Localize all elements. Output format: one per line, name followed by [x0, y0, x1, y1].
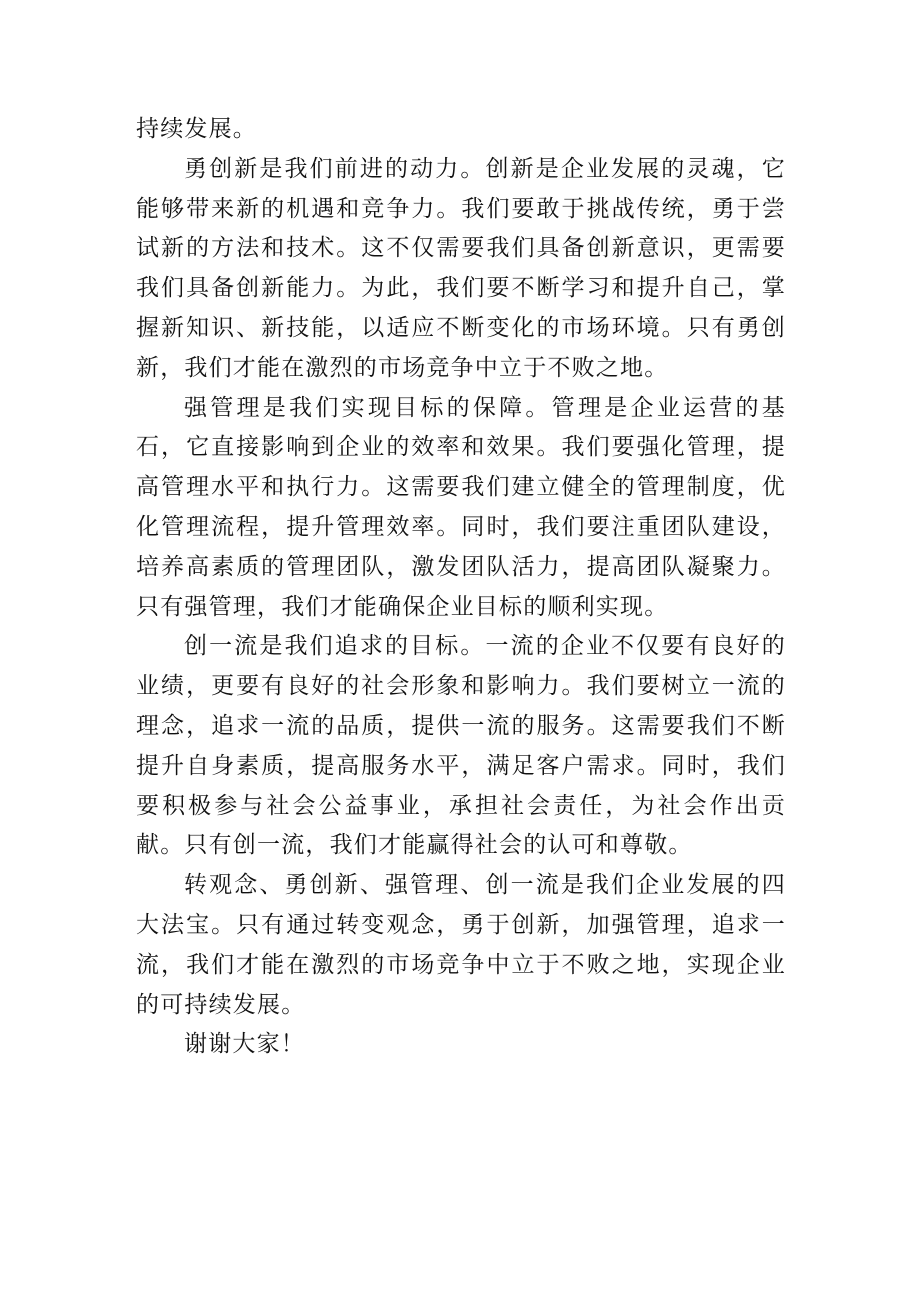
paragraph-first-class: 创一流是我们追求的目标。一流的企业不仅要有良好的业绩，更要有良好的社会形象和影响力。我们要树立一流的理念，追求一流的品质，提供一流的服务。这需要我们不断提升自身素质，提高服务水平，满足客户需求。同时，我们要积极参与社会公益事业，承担社会责任，为社会作出贡献。只有创一流，我们才能赢得社会的认可和尊敬。	[136, 633, 786, 859]
paragraph-continuation: 持续发展。	[136, 116, 257, 142]
paragraph-closing: 谢谢大家！	[184, 1031, 305, 1058]
paragraph-management: 强管理是我们实现目标的保障。管理是企业运营的基石，它直接影响到企业的效率和效果。我们要强化管理，提高管理水平和执行力。这需要我们建立健全的管理制度，优化管理流程，提升管理效率。同时，我们要注重团队建设，培养高素质的管理团队，激发团队活力，提高团队凝聚力。只有强管理，我们才能确保企业目标的顺利实现。	[136, 394, 786, 620]
paragraph-innovation: 勇创新是我们前进的动力。创新是企业发展的灵魂，它能够带来新的机遇和竞争力。我们要敢于挑战传统，勇于尝试新的方法和技术。这不仅需要我们具备创新意识，更需要我们具备创新能力。为此，我们要不断学习和提升自己，掌握新知识、新技能，以适应不断变化的市场环境。只有勇创新，我们才能在激烈的市场竞争中立于不败之地。	[136, 155, 786, 381]
document-body	[136, 110, 786, 1065]
paragraph-summary: 转观念、勇创新、强管理、创一流是我们企业发展的四大法宝。只有通过转变观念，勇于创新，加强管理，追求一流，我们才能在激烈的市场竞争中立于不败之地，实现企业的可持续发展。	[136, 872, 786, 1018]
